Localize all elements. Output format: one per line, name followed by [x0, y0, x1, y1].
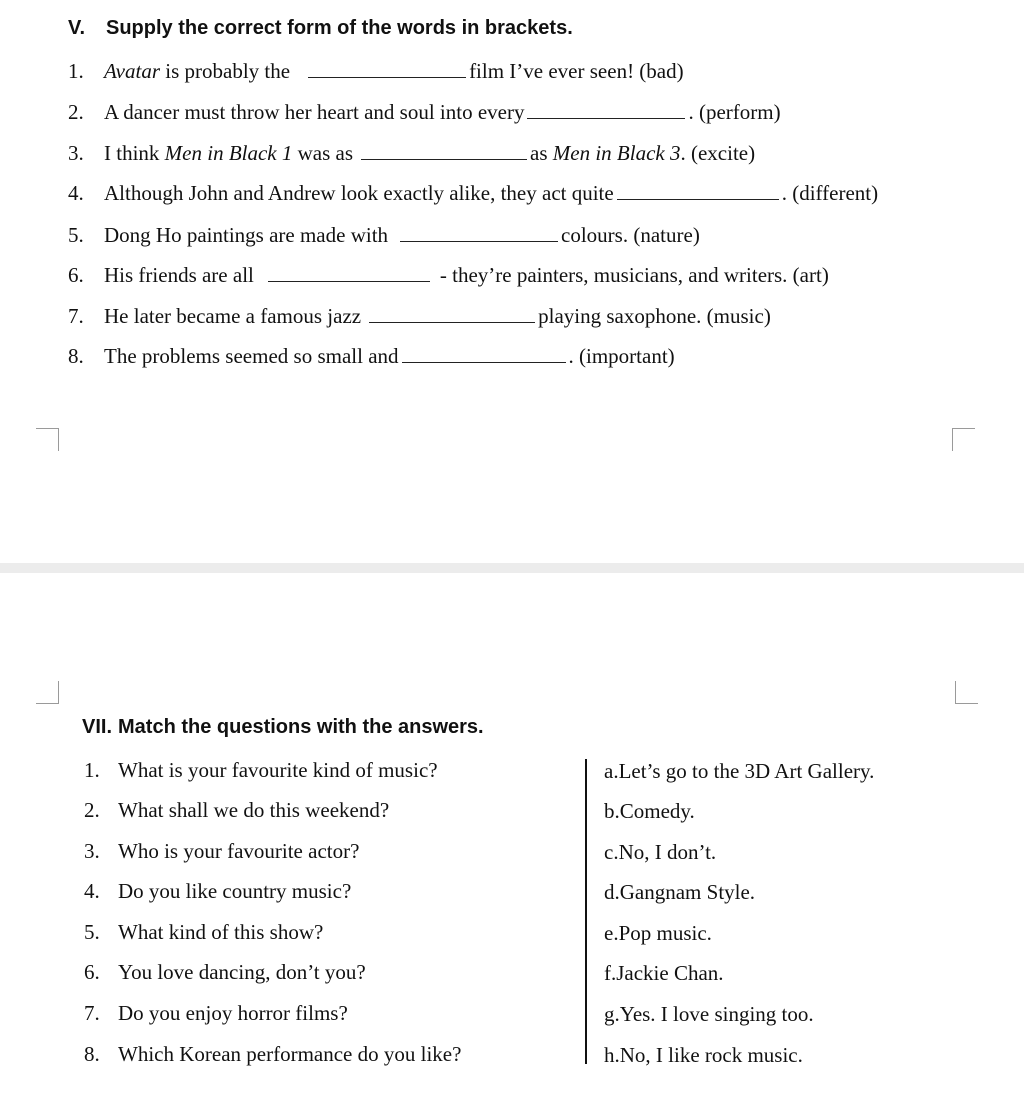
question-text: What kind of this show? — [118, 920, 324, 944]
answer-blank[interactable] — [308, 57, 466, 78]
question-number: 1. — [84, 758, 100, 782]
item-text-after: . (excite) — [680, 141, 756, 165]
item-text: The problems seemed so small and — [104, 344, 399, 368]
item-italic-text: Men in Black 1 — [164, 141, 293, 165]
item-number: 5. — [68, 223, 84, 247]
answer-blank[interactable] — [402, 342, 566, 363]
item-text: Although John and Andrew look exactly alike, they act quite — [104, 181, 614, 205]
item-text-after: colours. (nature) — [561, 223, 700, 247]
item-text: He later became a famous jazz — [104, 304, 362, 328]
page-corner-mark — [36, 681, 59, 704]
section-7-title: Match the questions with the answers. — [118, 716, 484, 738]
section-7-number: VII. — [82, 716, 113, 738]
question-number: 5. — [84, 920, 100, 944]
question-number: 4. — [84, 879, 100, 903]
item-text-after: playing saxophone. (music) — [538, 304, 771, 328]
item-text: His friends are all — [104, 263, 254, 287]
item-text-after: . (different) — [781, 181, 879, 205]
item-text: is probably the — [160, 59, 291, 83]
question-text: What shall we do this weekend? — [118, 798, 390, 822]
answer-option: d.Gangnam Style. — [604, 880, 756, 904]
answer-blank[interactable] — [268, 261, 430, 282]
item-number: 2. — [68, 100, 84, 124]
question-text: Which Korean performance do you like? — [118, 1042, 462, 1066]
answer-blank[interactable] — [361, 139, 527, 160]
answer-option: a.Let’s go to the 3D Art Gallery. — [604, 759, 875, 783]
answer-blank[interactable] — [400, 221, 558, 242]
item-number: 1. — [68, 59, 84, 83]
question-text: Do you like country music? — [118, 879, 352, 903]
item-number: 4. — [68, 181, 84, 205]
item-italic-text: Avatar — [104, 59, 160, 83]
page-corner-mark — [952, 428, 975, 451]
item-text: Dong Ho paintings are made with — [104, 223, 389, 247]
answer-blank[interactable] — [527, 98, 685, 119]
item-text-after: . (important) — [568, 344, 675, 368]
question-number: 7. — [84, 1001, 100, 1025]
item-text: as — [530, 141, 553, 165]
item-number: 6. — [68, 263, 84, 287]
answer-blank[interactable] — [617, 179, 779, 200]
item-number: 7. — [68, 304, 84, 328]
question-text: What is your favourite kind of music? — [118, 758, 438, 782]
answer-option: f.Jackie Chan. — [604, 961, 724, 985]
answer-blank[interactable] — [369, 302, 535, 323]
document-page-2 — [0, 573, 1024, 1098]
section-5-heading — [68, 17, 573, 40]
answer-option: e.Pop music. — [604, 921, 712, 945]
answer-option: c.No, I don’t. — [604, 840, 717, 864]
answer-option: b.Comedy. — [604, 799, 695, 823]
question-number: 6. — [84, 960, 100, 984]
item-number: 3. — [68, 141, 84, 165]
page-corner-mark — [955, 681, 978, 704]
item-number: 8. — [68, 344, 84, 368]
item-text-after: film I’ve ever seen! (bad) — [469, 59, 684, 83]
page-corner-mark — [36, 428, 59, 451]
item-text: A dancer must throw her heart and soul into every — [104, 100, 525, 124]
question-text: Who is your favourite actor? — [118, 839, 360, 863]
question-number: 3. — [84, 839, 100, 863]
item-italic-text: Men in Black 3 — [552, 141, 681, 165]
answer-option: h.No, I like rock music. — [604, 1043, 803, 1067]
section-5-title: Supply the correct form of the words in brackets. — [106, 17, 573, 39]
item-text: was as — [292, 141, 354, 165]
question-text: You love dancing, don’t you? — [118, 960, 366, 984]
item-text: I think — [104, 141, 165, 165]
section-7-heading — [82, 716, 484, 739]
question-number: 8. — [84, 1042, 100, 1066]
question-number: 2. — [84, 798, 100, 822]
answer-option: g.Yes. I love singing too. — [604, 1002, 814, 1026]
column-divider — [585, 759, 587, 1064]
question-text: Do you enjoy horror films? — [118, 1001, 348, 1025]
page-separator — [0, 563, 1024, 573]
item-text-after: - they’re painters, musicians, and writers. (art) — [439, 263, 829, 287]
section-5-number: V. — [68, 17, 86, 39]
item-text-after: . (perform) — [688, 100, 781, 124]
